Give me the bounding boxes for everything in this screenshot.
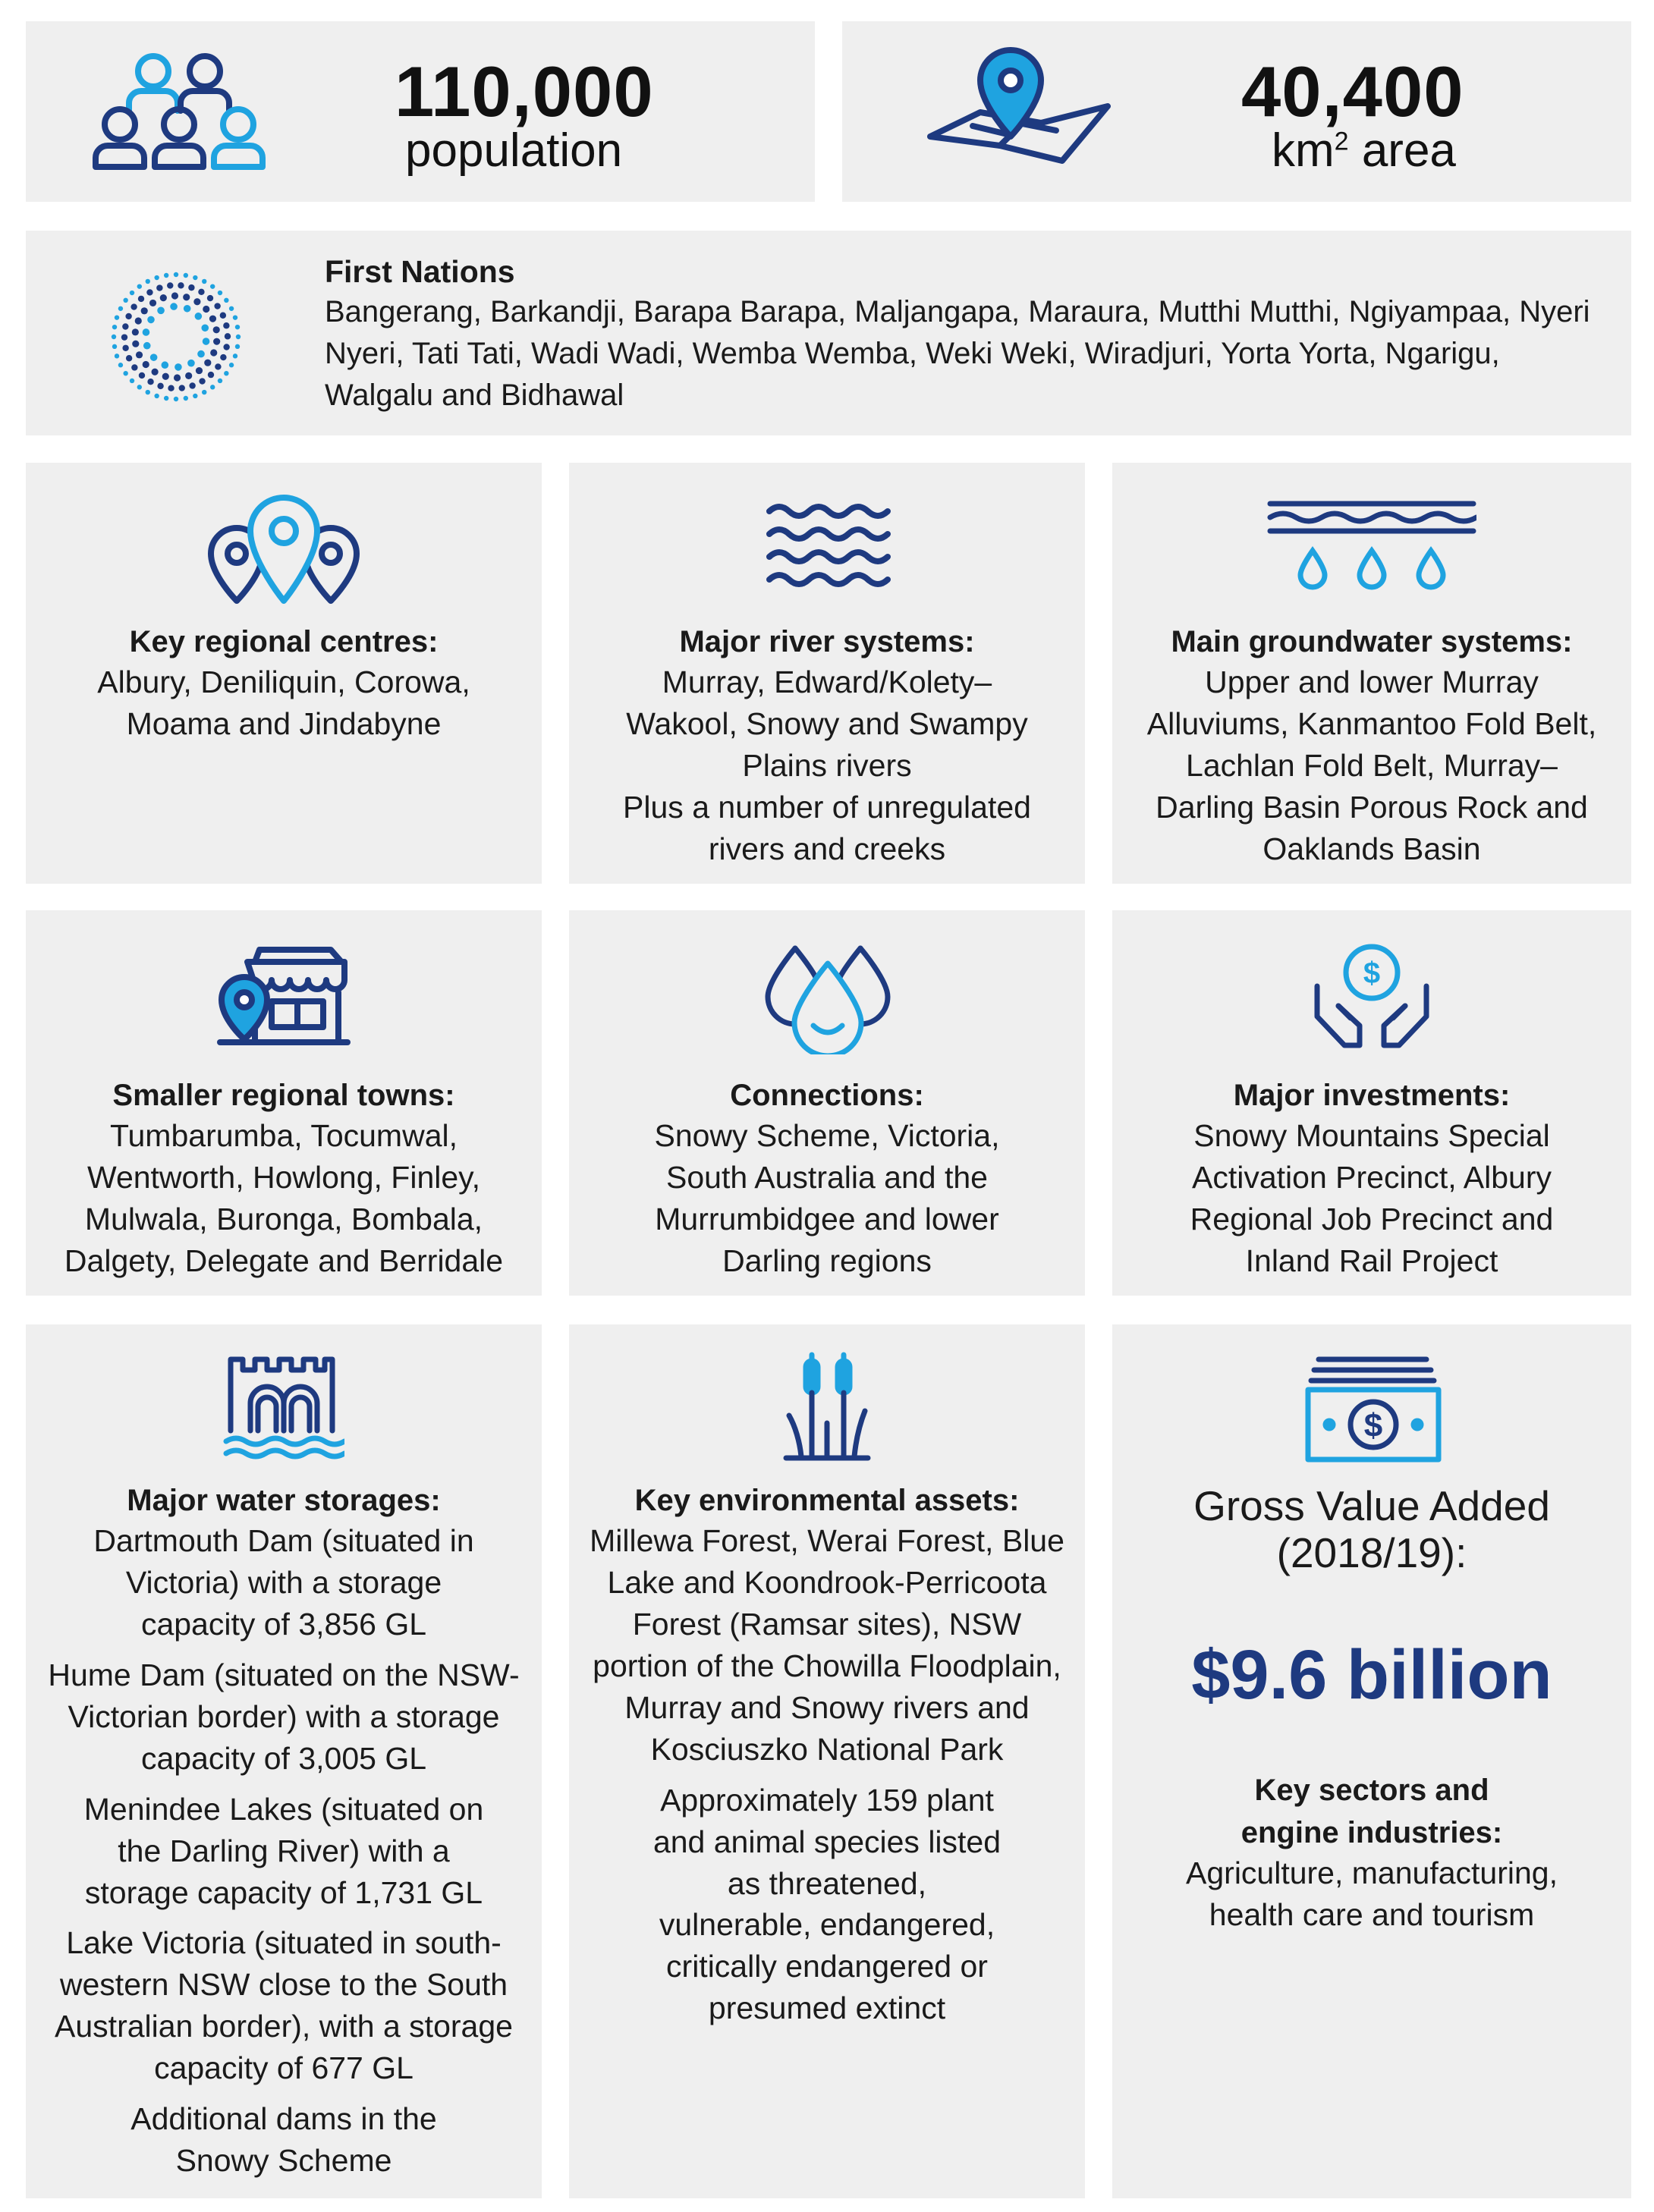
location-pins-icon	[202, 493, 366, 607]
environmental-asset-item: Approximately 159 plant and animal species listed as threatened, vulnerable, endangered, critically endangered or presumed extinct	[652, 1782, 1002, 2026]
connections-text: Snowy Scheme, Victoria, South Australia and the Murrumbidgee and lower Darling regions	[654, 1118, 1000, 1278]
river-systems-paragraph: Plus a number of unregulated rivers and creeks	[623, 789, 1031, 866]
area-unit: km	[1272, 124, 1335, 177]
gva-title: Gross Value Added (2018/19):	[1193, 1482, 1550, 1577]
environmental-asset-item: Millewa Forest, Werai Forest, Blue Lake and Koondrook-Perricoota Forest (Ramsar sites), NSW portion of the Chowilla Floodplain, Murray and Snowy rivers and Kosciuszko National Park	[590, 1523, 1064, 1767]
people-group-icon	[90, 49, 272, 178]
river-systems-heading: Major river systems:	[679, 625, 975, 658]
svg-text:$: $	[1363, 957, 1381, 990]
river-systems-text	[592, 661, 1062, 870]
groundwater-drops-icon	[1267, 498, 1476, 596]
river-systems-paragraph: Murray, Edward/Kolety–Wakool, Snowy and Swampy Plains rivers	[626, 665, 1028, 783]
water-storages-heading: Major water storages:	[127, 1484, 441, 1517]
shop-pin-icon	[217, 947, 351, 1050]
gva-sectors-text: Agriculture, manufacturing, health care and tourism	[1186, 1855, 1558, 1932]
regional-centres-heading: Key regional centres:	[129, 625, 439, 658]
groundwater-heading: Main groundwater systems:	[1171, 625, 1573, 658]
water-storage-item: Additional dams in the Snowy Scheme	[130, 2101, 437, 2179]
area-label	[1272, 124, 1456, 177]
first-nations-heading: First Nations	[325, 254, 515, 289]
area-unit-sup: 2	[1334, 127, 1349, 156]
reeds-icon	[783, 1350, 871, 1464]
water-drops-icon	[763, 941, 892, 1054]
smaller-towns-text: Tumbarumba, Tocumwal, Wentworth, Howlong, Finley, Mulwala, Buronga, Bombala, Dalgety, Delegate and Berridale	[64, 1118, 504, 1278]
area-unit-suffix: area	[1361, 124, 1456, 177]
gva-value: $9.6 billion	[1191, 1636, 1552, 1714]
waves-icon	[765, 501, 891, 592]
water-storage-item: Hume Dam (situated on the NSW-Victorian border) with a storage capacity of 3,005 GL	[48, 1657, 520, 1776]
gva-panel	[1112, 1324, 1631, 2198]
water-storage-item: Menindee Lakes (situated on the Darling River) with a storage capacity of 1,731 GL	[83, 1791, 484, 1910]
environmental-assets-list	[587, 1520, 1067, 2038]
smaller-towns-heading: Smaller regional towns:	[112, 1079, 455, 1112]
investments-text: Snowy Mountains Special Activation Precinct, Albury Regional Job Precinct and Inland Rail Project	[1190, 1118, 1554, 1278]
area-panel	[842, 21, 1631, 202]
groundwater-panel	[1112, 463, 1631, 884]
hands-coin-icon	[1311, 941, 1432, 1054]
population-label: population	[405, 124, 623, 177]
environmental-assets-panel	[569, 1324, 1085, 2198]
environmental-assets-heading: Key environmental assets:	[634, 1484, 1020, 1517]
groundwater-text: Upper and lower Murray Alluviums, Kanmantoo Fold Belt, Lachlan Fold Belt, Murray–Darling Basin Porous Rock and Oaklands Basin	[1146, 665, 1597, 866]
smaller-towns-panel	[26, 910, 542, 1296]
population-value: 110,000	[395, 52, 654, 131]
population-panel	[26, 21, 815, 202]
river-systems-panel	[569, 463, 1085, 884]
water-storages-panel	[26, 1324, 542, 2198]
dotted-circle-icon	[108, 269, 244, 405]
connections-panel	[569, 910, 1085, 1296]
water-storages-list	[44, 1520, 524, 2191]
connections-heading: Connections:	[730, 1079, 924, 1112]
regional-centres-text: Albury, Deniliquin, Corowa, Moama and Jindabyne	[97, 665, 470, 741]
map-pin-icon	[927, 47, 1117, 176]
area-value: 40,400	[1241, 52, 1464, 131]
svg-text:$: $	[1363, 1407, 1383, 1444]
money-stack-icon	[1305, 1352, 1442, 1466]
first-nations-panel	[26, 231, 1631, 435]
water-storage-item: Dartmouth Dam (situated in Victoria) with a storage capacity of 3,856 GL	[93, 1523, 474, 1642]
dam-icon	[223, 1355, 344, 1461]
gva-sectors-heading: Key sectors and engine industries:	[1240, 1774, 1503, 1849]
investments-heading: Major investments:	[1233, 1079, 1511, 1112]
water-storage-item: Lake Victoria (situated in south-western NSW close to the South Australian border), with a storage capacity of 677 GL	[55, 1925, 513, 2086]
first-nations-text: Bangerang, Barkandji, Barapa Barapa, Maljangapa, Maraura, Mutthi Mutthi, Ngiyampaa, Nyeri Nyeri, Tati Tati, Wadi Wadi, Wemba Wemba, Weki Weki, Wiradjuri, Yorta Yorta, Ngarigu, Walgalu and Bidhawal	[325, 295, 1590, 412]
regional-centres-panel	[26, 463, 542, 884]
investments-panel	[1112, 910, 1631, 1296]
